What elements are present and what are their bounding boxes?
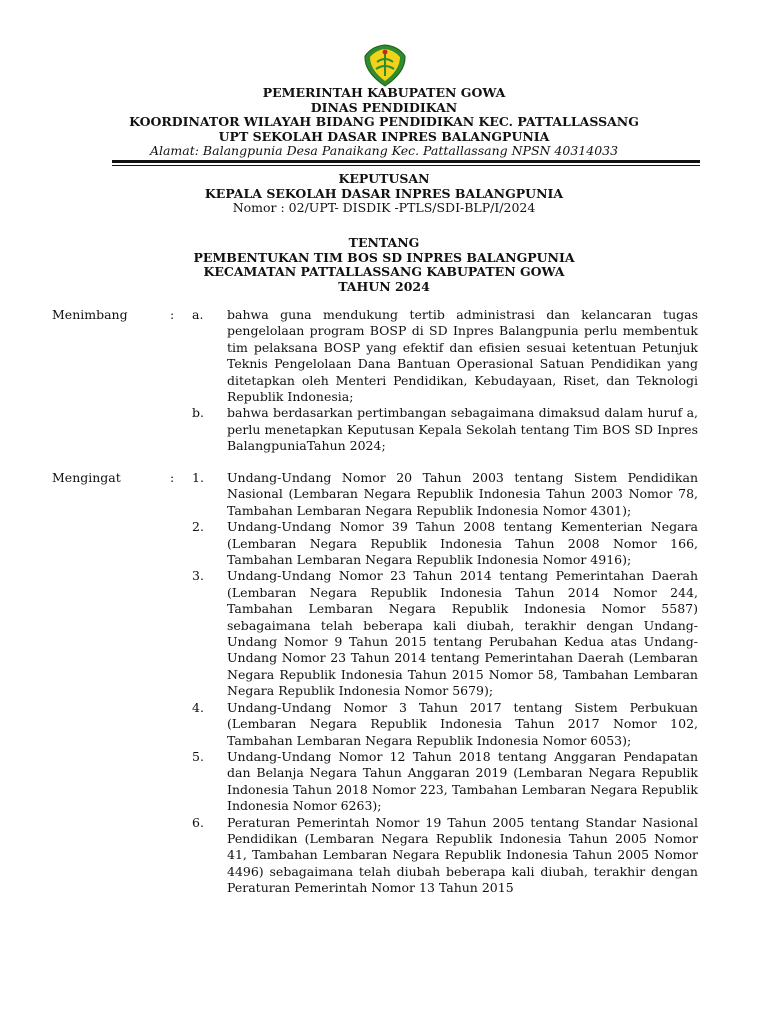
item-text: Undang-Undang Nomor 20 Tahun 2003 tentang Sistem Pendidikan Nasional (Lembaran Negara Republik Indonesia Tahun 2003 Nomor 78, Tambahan Lembaran Negara Republik Indonesia Nomor 4301); — [227, 470, 698, 518]
item-marker: a. — [192, 307, 204, 322]
item-marker: 6. — [192, 814, 204, 830]
gowa-regency-emblem-icon — [362, 42, 408, 88]
list-item — [52, 749, 698, 815]
decree-issuer: KEPALA SEKOLAH DASAR INPRES BALANGPUNIA — [204, 185, 564, 201]
list-item — [52, 568, 698, 699]
letterhead-divider-thick — [112, 160, 700, 163]
letterhead-coordinator: KOORDINATOR WILAYAH BIDANG PENDIDIKAN KEC. PATTALLASSANG — [129, 114, 639, 129]
item-marker: 4. — [192, 699, 204, 715]
section-colon: : — [170, 470, 175, 485]
decree-number: Nomor : 02/UPT- DISDIK -PTLS/SDI-BLP/I/2024 — [232, 200, 536, 215]
item-marker: 3. — [192, 568, 204, 584]
letterhead-government: PEMERINTAH KABUPATEN GOWA — [262, 85, 506, 100]
letterhead — [0, 86, 768, 159]
section-colon: : — [170, 307, 175, 322]
item-marker: b. — [192, 405, 204, 421]
item-text: bahwa berdasarkan pertimbangan sebagaimana dimaksud dalam huruf a, perlu menetapkan Keputusan Kepala Sekolah tentang Tim BOS SD Inpres BalangpuniaTahun 2024; — [227, 405, 698, 454]
list-item — [52, 470, 698, 519]
decree-heading — [0, 172, 768, 216]
list-item — [52, 519, 698, 568]
letterhead-school: UPT SEKOLAH DASAR INPRES BALANGPUNIA — [218, 128, 550, 144]
item-text: Undang-Undang Nomor 12 Tahun 2018 tentang Anggaran Pendapatan dan Belanja Negara Tahun Anggaran 2019 (Lembaran Negara Republik Indonesia Tahun 2018 Nomor 223, Tambahan Lembaran Negara Republik Indonesia Nomor 6263); — [227, 748, 698, 814]
section-label: Menimbang — [52, 307, 128, 322]
item-text: Undang-Undang Nomor 23 Tahun 2014 tentang Pemerintahan Daerah (Lembaran Negara Republik Indonesia Tahun 2014 Nomor 244, Tambahan Lembaran Negara Republik Indonesia Nomor 5587) sebagaimana telah beberapa kali diubah, terakhir dengan Undang-Undang Nomor 9 Tahun 2015 tentang Perubahan Kedua atas Undang-Undang Nomor 23 Tahun 2014 tentang Pemerintahan Daerah (Lembaran Negara Republik Indonesia Tahun 2015 Nomor 58, Tambahan Lembaran Negara Republik Indonesia Nomor 5679); — [227, 568, 698, 699]
list-item — [52, 307, 698, 405]
menimbang-section — [52, 307, 698, 455]
item-text: Undang-Undang Nomor 39 Tahun 2008 tentang Kementerian Negara (Lembaran Negara Republik Indonesia Tahun 2008 Nomor 166, Tambahan Lembaran Negara Republik Indonesia Nomor 4916); — [227, 519, 698, 568]
subject-line-1: PEMBENTUKAN TIM BOS SD INPRES BALANGPUNIA — [193, 249, 575, 265]
mengingat-section — [52, 470, 698, 897]
list-item — [52, 405, 698, 454]
item-text: Undang-Undang Nomor 3 Tahun 2017 tentang Sistem Perbukuan (Lembaran Negara Republik Indonesia Tahun 2017 Nomor 102, Tambahan Lembaran Negara Republik Indonesia Nomor 6053); — [227, 699, 698, 748]
list-item — [52, 700, 698, 749]
item-text: bahwa guna mendukung tertib administrasi dan kelancaran tugas pengelolaan program BOSP di SD Inpres Balangpunia perlu membentuk tim pelaksana BOSP yang efektif dan efisien sesuai ketentuan Petunjuk Teknis Pengelolaan Dana Bantuan Operasional Satuan Pendidikan yang ditetapkan oleh Menteri Pendidikan, Kebudayaan, Riset, dan Teknologi Republik Indonesia; — [227, 307, 698, 405]
decree-title: KEPUTUSAN — [338, 171, 430, 186]
item-marker: 5. — [192, 748, 204, 764]
section-label: Mengingat — [52, 470, 121, 485]
item-marker: 2. — [192, 519, 204, 535]
subject-line-3: TAHUN 2024 — [338, 278, 430, 294]
letterhead-address: Alamat: Balangpunia Desa Panaikang Kec. Pattallassang NPSN 40314033 — [149, 143, 619, 158]
letterhead-agency: DINAS PENDIDIKAN — [310, 99, 458, 115]
decree-subject — [0, 236, 768, 294]
item-marker: 1. — [192, 470, 204, 485]
item-text: Peraturan Pemerintah Nomor 19 Tahun 2005 tentang Standar Nasional Pendidikan (Lembaran Negara Republik Indonesia Tahun 2005 Nomor 41, Tambahan Lembaran Negara Republik Indonesia Tahun 2005 Nomor 4496) sebagaimana telah diubah beberapa kali diubah, terakhir dengan Peraturan Pemerintah Nomor 13 Tahun 2015 — [227, 814, 698, 896]
list-item — [52, 815, 698, 897]
subject-line-2: KECAMATAN PATTALLASSANG KABUPATEN GOWA — [203, 264, 565, 279]
subject-about: TENTANG — [348, 235, 420, 250]
letterhead-divider-thin — [112, 165, 700, 166]
